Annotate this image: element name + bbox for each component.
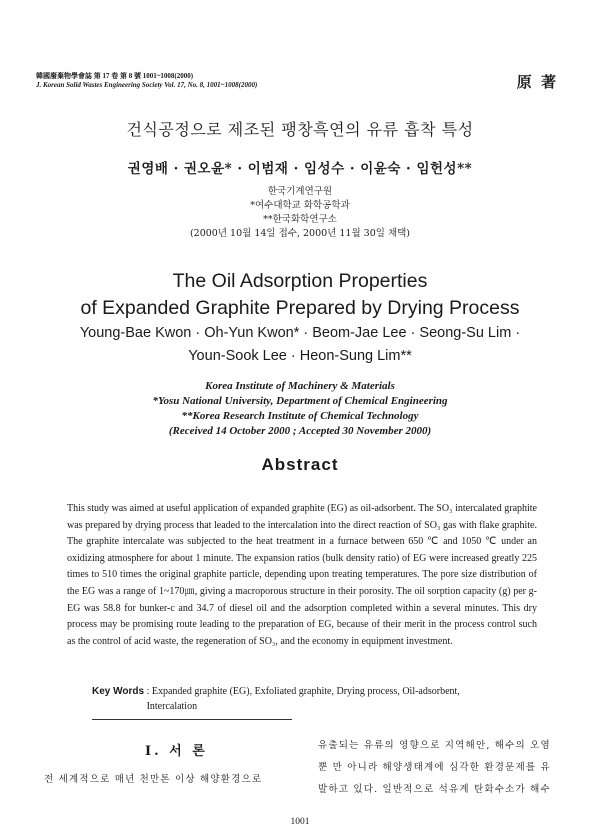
- abstract-text: This study was aimed at useful application of expanded graphite (EG) as oil-adsorbent. The SO₃ intercalated graphite was prepared by drying process that leaded to the intercalation into the direct reaction of SO₃ gas with flake graphite. The graphite intercalate was subjected to the heat treatment in a furnace between 650 ℃ and 1050 ℃ under an oxidizing atmosphere for about 1 minute. The expansion ratios (bulk density ratio) of EG were increased greatly 225 times to 510 times the original graphite particle, depending upon treating temperatures. The pore size distribution of the EG was a range of 1~170㎛, giving a macroporous structure in their porosity. The oil sorption capacity (g) per g-EG was 58.8 for bunker-c and 34.7 of diesel oil and the adsorption completed within a several minutes. This dry process may be promising route leading to the preparation of EG, because of their merit in the process control such as the control of acid waste, the regeneration of SO₃, and the economy in equipment investment.: [67, 503, 537, 647]
- abstract-heading: Abstract: [261, 455, 339, 474]
- body-right-column: [318, 735, 551, 801]
- keywords-text: : Expanded graphite (EG), Exfoliated graphite, Drying process, Oil-adsorbent, Intercalation: [146, 686, 460, 712]
- korean-authors: 권영배 · 권오윤* · 이범재 · 임성수 · 이윤숙 · 임헌성**: [127, 161, 473, 177]
- body-left-column: [44, 769, 262, 791]
- section-heading-introduction: Ⅰ. 서 론: [145, 744, 208, 759]
- abstract-body: [67, 501, 537, 650]
- korean-affiliation: **한국화학연구소: [263, 214, 337, 225]
- english-affiliation: *Yosu National University, Department of Chemical Engineering: [152, 395, 448, 407]
- english-title-line: The Oil Adsorption Properties: [172, 270, 428, 292]
- english-affiliation: Korea Institute of Machinery & Materials: [205, 380, 395, 392]
- journal-citation-korean: 韓國廢棄物學會誌 第 17 卷 第 8 號 1001~1008(2000): [36, 72, 194, 80]
- journal-header: [36, 72, 257, 90]
- english-title-line: of Expanded Graphite Prepared by Drying Process: [80, 297, 520, 319]
- keywords: [92, 685, 552, 714]
- korean-affiliations: [0, 185, 600, 241]
- korean-affiliation: *여수대학교 화학공학과: [250, 200, 350, 211]
- english-affiliations: [0, 379, 600, 439]
- english-title: [0, 268, 600, 322]
- korean-affiliation: 한국기계연구원: [267, 186, 333, 197]
- korean-title: 건식공정으로 제조된 팽창흑연의 유류 흡착 특성: [126, 120, 474, 139]
- english-authors-line: Young-Bae Kwon · Oh-Yun Kwon* · Beom-Jae Lee · Seong-Su Lim ·: [79, 325, 521, 341]
- body-text-line: 뿐 만 아니라 해양생태계에 심각한 환경문제를 유: [318, 762, 551, 773]
- english-authors: [0, 322, 600, 368]
- page-number: 1001: [290, 817, 310, 827]
- english-authors-line: Youn-Sook Lee · Heon-Sung Lim**: [188, 348, 412, 364]
- body-text-line: 전 세계적으로 매년 천만톤 이상 해양환경으로: [44, 774, 263, 785]
- korean-dates: (2000년 10월 14일 접수, 2000년 11월 30일 채택): [189, 228, 411, 239]
- english-dates: (Received 14 October 2000 ; Accepted 30 November 2000): [168, 425, 432, 437]
- english-affiliation: **Korea Research Institute of Chemical Technology: [181, 410, 419, 422]
- journal-citation-english: J. Korean Solid Wastes Engineering Society Vol. 17, No. 8, 1001~1008(2000): [36, 81, 258, 89]
- keywords-label: Key Words: [92, 686, 145, 697]
- article-type-label: 原 著: [516, 73, 558, 91]
- body-text-line: 발하고 있다. 일반적으로 석유계 탄화수소가 해수: [318, 784, 551, 795]
- keywords-divider: [92, 719, 292, 720]
- body-text-line: 유출되는 유류의 영향으로 지역해안, 해수의 오염: [318, 740, 551, 751]
